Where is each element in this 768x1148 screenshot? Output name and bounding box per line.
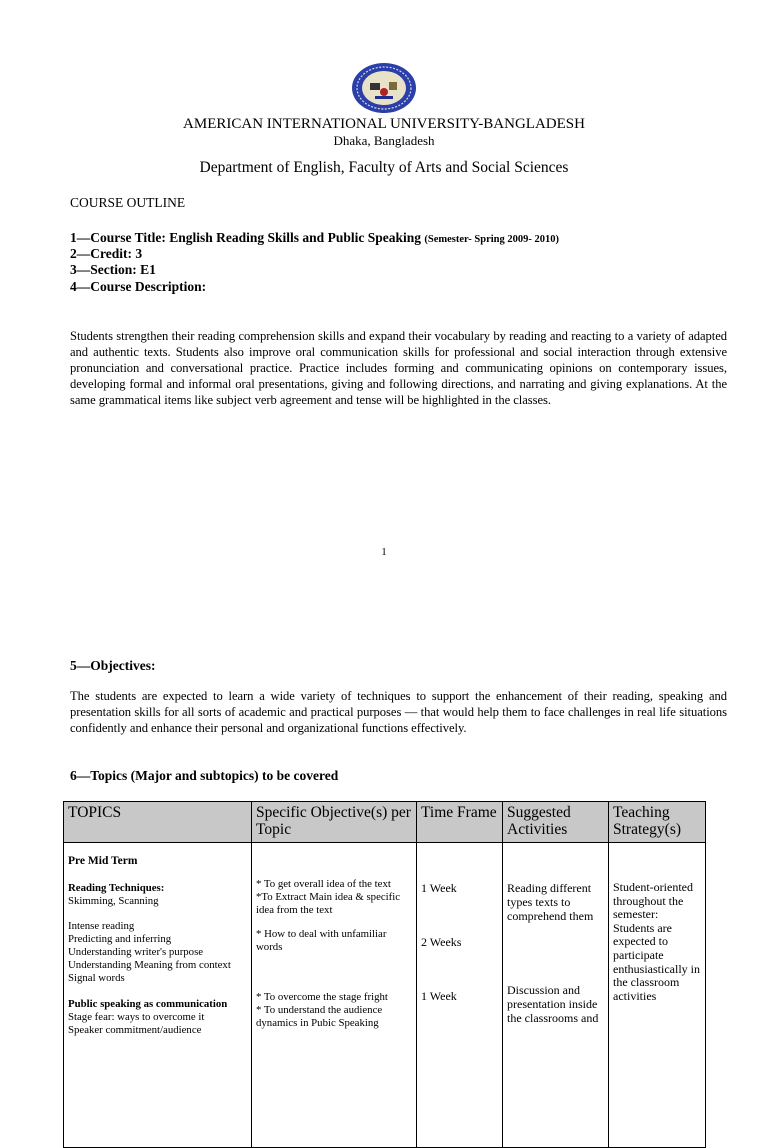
- reading-techniques-sub: Skimming, Scanning: [68, 895, 159, 907]
- objective-item: * To overcome the stage fright: [256, 991, 388, 1003]
- university-city: Dhaka, Bangladesh: [333, 133, 435, 148]
- topics-heading: 6—Topics (Major and subtopics) to be covered: [70, 768, 339, 783]
- header-time-frame: Time Frame: [417, 802, 503, 843]
- objectives-cell: [252, 843, 417, 1148]
- course-outline-heading: COURSE OUTLINE: [70, 195, 186, 210]
- objective-item: *To Extract Main idea & specific idea from the text: [256, 891, 401, 916]
- header-specific-objectives: Specific Objective(s) per Topic: [252, 802, 417, 843]
- department-title: Department of English, Faculty of Arts and Social Sciences: [199, 159, 569, 176]
- strategy-item: Student-oriented throughout the semester:: [613, 880, 693, 922]
- university-name: AMERICAN INTERNATIONAL UNIVERSITY-BANGLADESH: [183, 116, 585, 132]
- time-frame-cell: [417, 843, 503, 1148]
- objectives-heading: 5—Objectives:: [70, 658, 156, 673]
- objectives-text: The students are expected to learn a wide variety of techniques to support the enhancement of their reading, speaking and presentation skills for all sorts of academic and practical purposes — that would help them to face challenges in real life situations confidently and enhance their personal and organizational functions effectively.: [70, 689, 727, 735]
- course-description-text: Students strengthen their reading comprehension skills and expand their vocabulary by reading and reacting to a variety of adapted and authentic texts. Students also improve oral communication skills for professional and social interaction through extensive pronunciation and conversational practice. Practice includes forming and communicating opinions on contemporary issues, developing formal and informal oral presentations, giving and following directions, and narrating and giving explanations. At the same grammatical items like subject verb agreement and tense will be highlighted in the classes.: [70, 329, 727, 407]
- topic-item: Intense reading: [68, 920, 135, 932]
- objective-item: * How to deal with unfamiliar words: [256, 928, 387, 953]
- header-suggested-activities: Suggested Activities: [503, 802, 609, 843]
- topics-cell: [64, 843, 252, 1148]
- reading-techniques-title: Reading Techniques:: [68, 882, 165, 894]
- activity-item: Reading different types texts to comprehend them: [507, 881, 594, 923]
- objective-item: * To understand the audience dynamics in Pubic Speaking: [256, 1004, 383, 1029]
- course-description-label: 4—Course Description:: [70, 279, 207, 294]
- header-teaching-strategy: Teaching Strategy(s): [609, 802, 706, 843]
- course-title: 1—Course Title: English Reading Skills and Public Speaking: [70, 230, 421, 245]
- university-seal-logo: [351, 62, 417, 114]
- pre-mid-term-label: Pre Mid Term: [68, 855, 138, 867]
- strategy-item: Students are expected to participate enthusiastically in the classroom activities: [613, 920, 700, 1003]
- time-item: 2 Weeks: [421, 935, 462, 949]
- topic-item: Signal words: [68, 972, 125, 984]
- topic-item: Understanding Meaning from context: [68, 959, 231, 971]
- topic-item: Speaker commitment/audience: [68, 1024, 202, 1036]
- time-item: 1 Week: [421, 881, 457, 895]
- page-number: 1: [381, 546, 387, 558]
- activity-item: Discussion and presentation inside the classrooms and: [507, 983, 599, 1025]
- header-topics: TOPICS: [64, 802, 252, 843]
- activities-cell: [503, 843, 609, 1148]
- table-header-row: [64, 802, 706, 843]
- course-title-line: [70, 230, 559, 248]
- topics-table: [63, 801, 706, 1148]
- topic-item: Understanding writer's purpose: [68, 946, 204, 958]
- strategy-cell: [609, 843, 706, 1148]
- section-line: 3—Section: E1: [70, 262, 156, 277]
- topic-item: Predicting and inferring: [68, 933, 172, 945]
- table-row: [64, 843, 706, 1148]
- credit-line: 2—Credit: 3: [70, 246, 143, 261]
- public-speaking-title: Public speaking as communication: [68, 998, 228, 1010]
- topic-item: Stage fear: ways to overcome it: [68, 1011, 205, 1023]
- semester-label: (Semester- Spring 2009- 2010): [424, 234, 559, 245]
- time-item: 1 Week: [421, 989, 457, 1003]
- objective-item: * To get overall idea of the text: [256, 878, 391, 890]
